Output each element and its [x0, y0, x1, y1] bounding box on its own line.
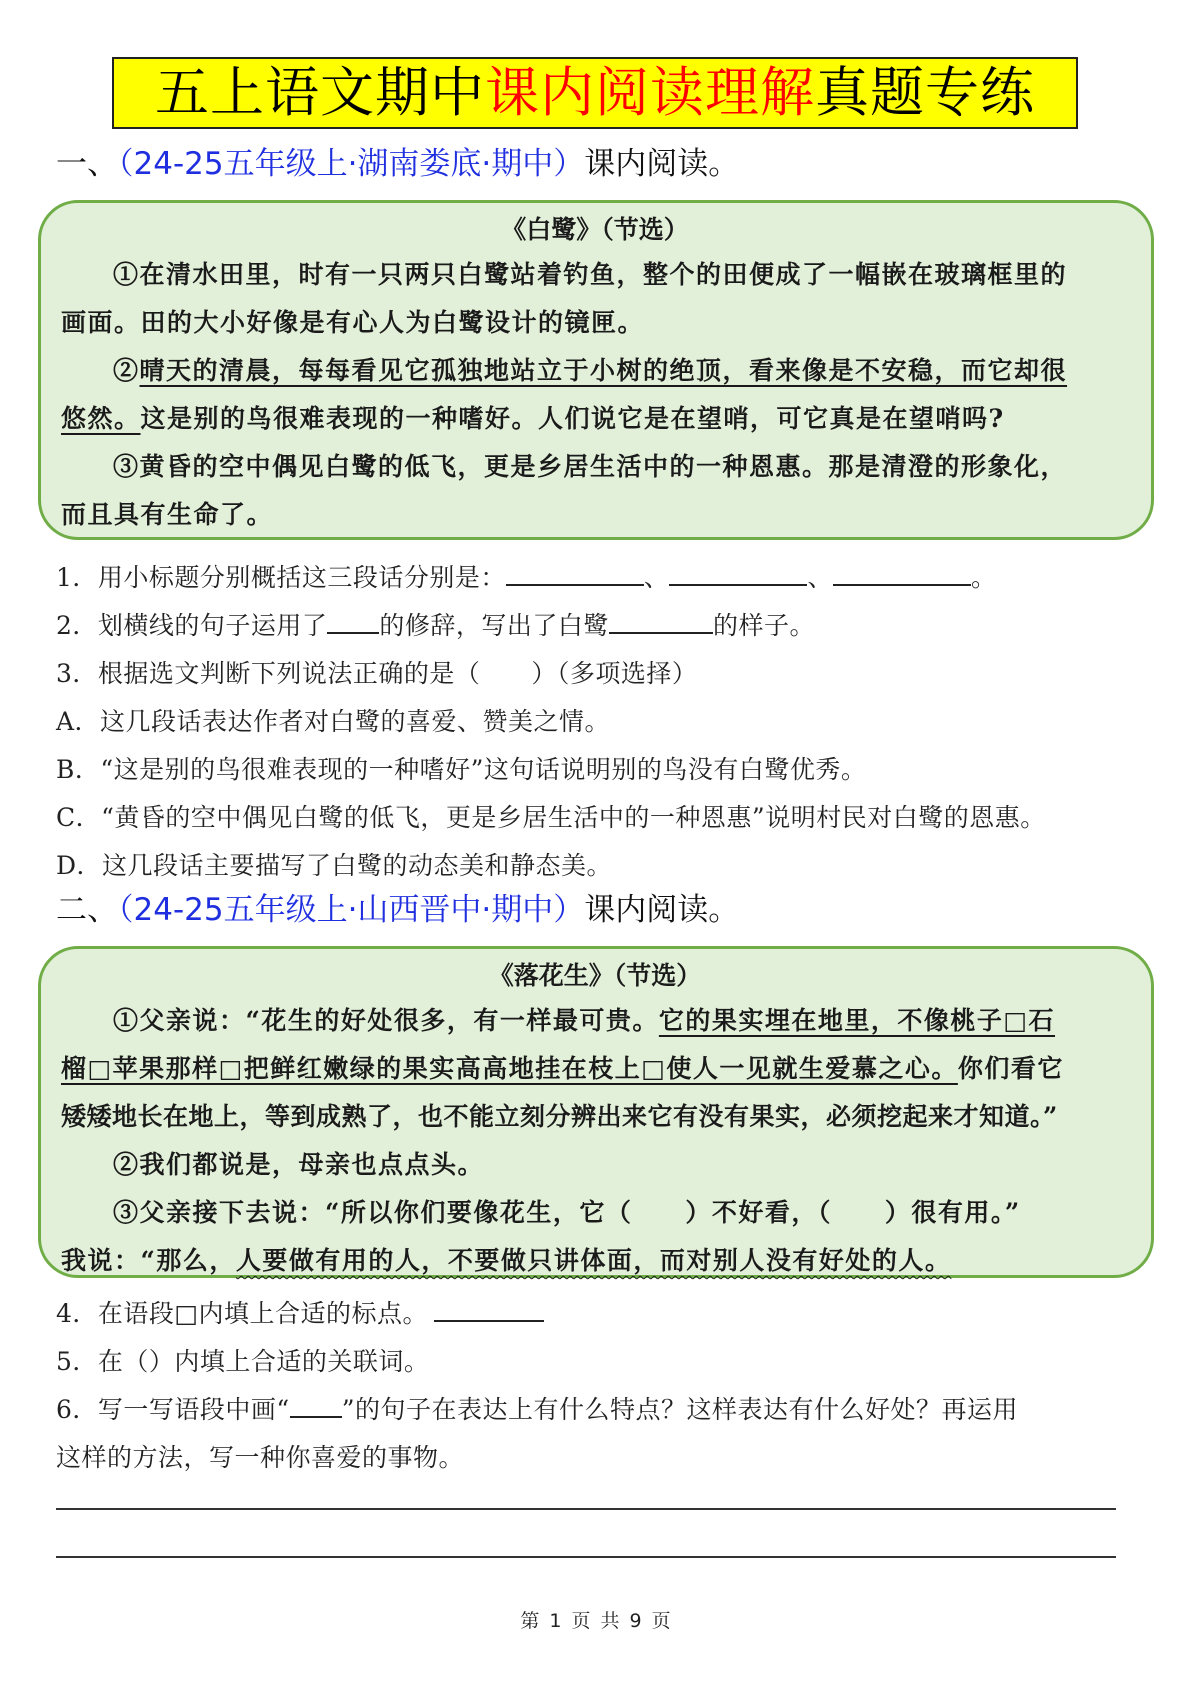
passage-line: ③父亲接下去说：“所以你们要像花生，它（ ）不好看，（ ）很有用。” [113, 1198, 1021, 1227]
passage-line [61, 347, 1129, 395]
section-instruction: 课内阅读。 [584, 146, 740, 182]
option-a[interactable]: A．这几段话表达作者对白鹭的喜爱、赞美之情。 [56, 707, 611, 736]
question-6 [56, 1390, 1018, 1426]
passage-text: 这是别的鸟很难表现的一种嗜好。人们说它是在望哨，可它真是在望哨吗? [140, 404, 1005, 433]
underlined-sentence: 榴□苹果那样□把鲜红嫩绿的果实高高地挂在枝上□使人一见就生爱慕之心。 [61, 1054, 958, 1083]
passage-line: 而且具有生命了。 [61, 500, 274, 529]
underlined-sentence: 悠然。 [61, 404, 141, 433]
underlined-sentence: 它的果实埋在地里，不像桃子□石 [658, 1006, 1056, 1035]
option-d[interactable]: D．这几段话主要描写了白鹭的动态美和静态美。 [56, 851, 613, 880]
separator: 、 [643, 563, 670, 592]
separator: 、 [807, 563, 833, 592]
section-instruction: 课内阅读。 [584, 892, 740, 928]
underline-sample [290, 1394, 342, 1418]
passage-text: 你们看它 [957, 1054, 1064, 1083]
passage-line [61, 1237, 1129, 1285]
answer-line[interactable] [56, 1508, 1116, 1510]
underlined-sentence: 而它却很 [961, 356, 1068, 385]
underlined-sentence: 晴天的清晨，每每看见它孤独地站立于小树的绝顶，看来像是不安稳， [139, 356, 962, 385]
section-number: 一、 [56, 146, 118, 182]
passage-box-bailu [38, 200, 1154, 540]
page-title [112, 57, 1078, 129]
answer-blank[interactable] [434, 1298, 544, 1322]
answer-line[interactable] [56, 1556, 1116, 1558]
question-3: 3．根据选文判断下列说法正确的是（ ）（多项选择） [56, 659, 698, 688]
passage-line: 矮矮地长在地上，等到成熟了，也不能立刻分辨出来它有没有果实，必须挖起来才知道。” [61, 1102, 1058, 1131]
question-text: 的修辞，写出了白鹭 [379, 611, 609, 640]
passage-title: 《白鹭》（节选） [501, 215, 689, 244]
title-part-3: 真题专练 [815, 61, 1035, 124]
question-text: 6．写一写语段中画“ [56, 1395, 290, 1424]
question-6-line-2: 这样的方法，写一种你喜爱的事物。 [56, 1443, 465, 1472]
title-part-2: 课内阅读理解 [485, 61, 815, 124]
passage-line: 画面。田的大小好像是有心人为白鹭设计的镜匣。 [61, 308, 645, 337]
question-text: ”的句子在表达上有什么特点？这样表达有什么好处？再运用 [341, 1395, 1018, 1424]
option-b[interactable]: B．“这是别的鸟很难表现的一种嗜好”这句话说明别的鸟没有白鹭优秀。 [56, 755, 867, 784]
paragraph-marker: ② [113, 356, 140, 385]
title-part-1: 五上语文期中 [155, 61, 485, 124]
question-text: 的样子。 [712, 611, 815, 640]
answer-blank[interactable] [506, 562, 644, 586]
question-5: 5．在（）内填上合适的关联词。 [56, 1347, 430, 1376]
passage-line: ①在清水田里，时有一只两只白鹭站着钓鱼，整个的田便成了一幅嵌在玻璃框里的 [113, 260, 1068, 289]
separator: 。 [970, 563, 997, 592]
section-2-heading [56, 884, 739, 929]
passage-box-luohuasheng [38, 946, 1154, 1278]
answer-blank[interactable] [833, 562, 971, 586]
section-1-heading [56, 138, 739, 183]
page-number: 第 1 页 共 9 页 [520, 1610, 671, 1632]
question-4 [56, 1294, 544, 1330]
passage-title: 《落花生》（节选） [488, 961, 702, 990]
wavy-underlined-sentence: 人要做有用的人，不要做只讲体面，而对别人没有好处的人。 [235, 1246, 952, 1275]
section-number: 二、 [56, 892, 118, 928]
answer-blank[interactable] [669, 562, 807, 586]
question-text: 2．划横线的句子运用了 [56, 611, 328, 640]
question-text: 1．用小标题分别概括这三段话分别是： [56, 563, 506, 592]
passage-text: 我说：“那么， [61, 1246, 236, 1275]
passage-line [61, 1045, 1129, 1093]
section-source: （24-25五年级上·山西晋中·期中） [118, 892, 585, 928]
passage-line [61, 395, 1129, 443]
question-2 [56, 606, 815, 642]
section-source: （24-25五年级上·湖南娄底·期中） [118, 146, 585, 182]
question-1 [56, 558, 996, 594]
option-c[interactable]: C．“黄昏的空中偶见白鹭的低飞，更是乡居生活中的一种恩惠”说明村民对白鹭的恩惠。 [56, 803, 1046, 832]
passage-text: ①父亲说：“花生的好处很多，有一样最可贵。 [113, 1006, 659, 1035]
answer-blank[interactable] [327, 610, 379, 634]
passage-line: ②我们都说是，母亲也点点头。 [113, 1150, 485, 1179]
answer-blank[interactable] [609, 610, 713, 634]
question-text: 4．在语段□内填上合适的标点。 [56, 1299, 429, 1328]
passage-line [61, 997, 1129, 1045]
passage-line: ③黄昏的空中偶见白鹭的低飞，更是乡居生活中的一种恩惠。那是清澄的形象化， [113, 452, 1068, 481]
